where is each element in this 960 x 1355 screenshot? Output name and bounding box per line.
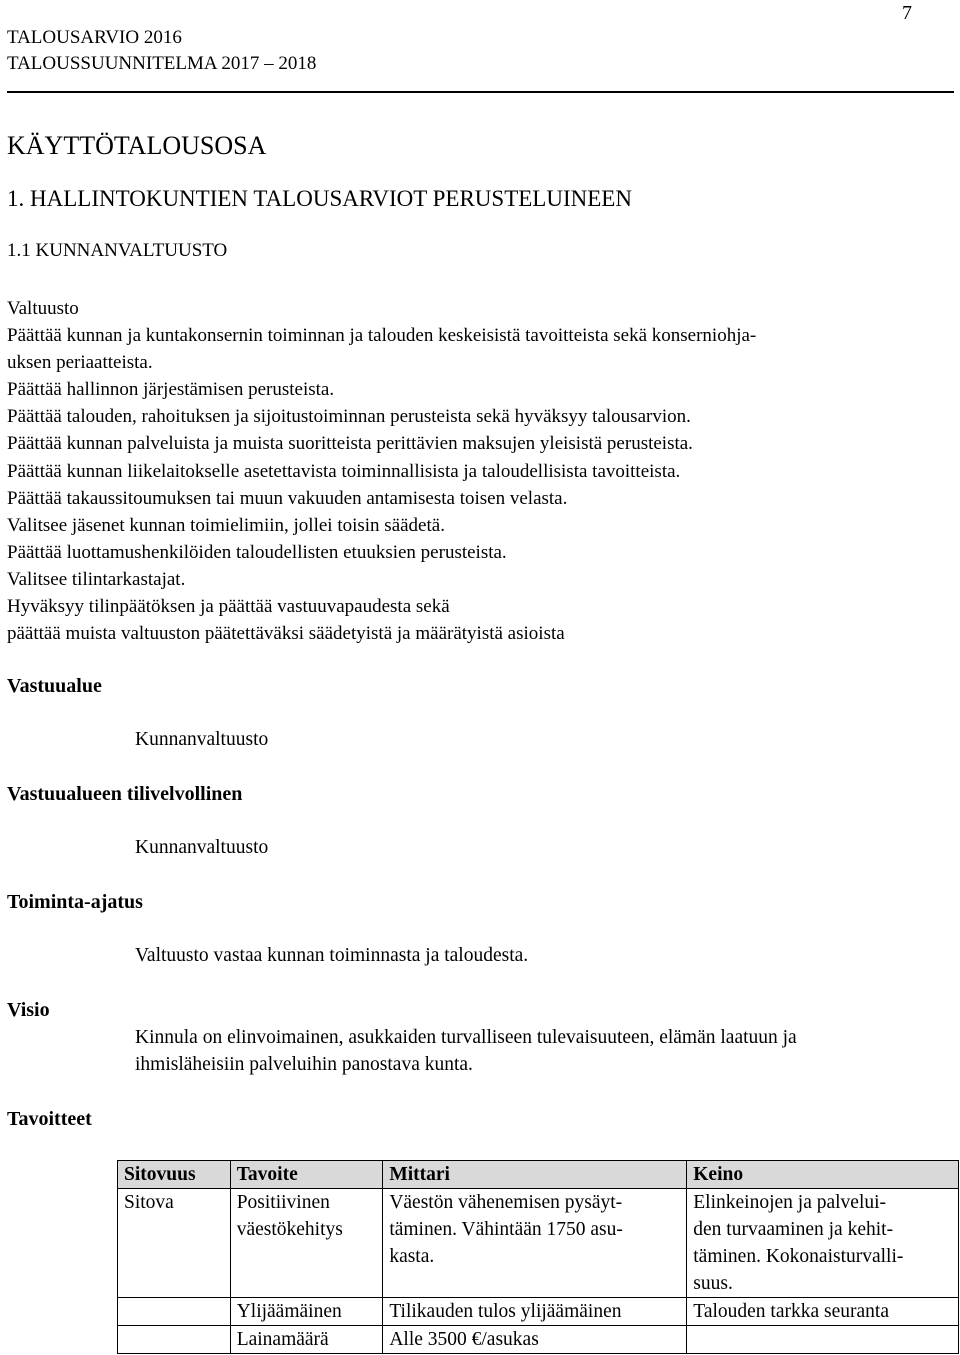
cell-keino: Talouden tarkka seuranta: [687, 1298, 959, 1326]
body-line: Valitsee tilintarkastajat.: [7, 568, 186, 590]
header-plan-title: TALOUSSUUNNITELMA 2017 – 2018: [7, 53, 317, 74]
body-line: Päättää luottamushenkilöiden taloudellisten etuuksien perusteista.: [7, 541, 507, 563]
toiminta-ajatus-value: Valtuusto vastaa kunnan toiminnasta ja taloudesta.: [135, 945, 529, 966]
visio-line: ihmisläheisiin palveluihin panostava kunta.: [135, 1054, 473, 1075]
cell-mittari: Alle 3500 €/asukas: [383, 1326, 687, 1354]
cell-line: Elinkeinojen ja palvelui-: [693, 1192, 887, 1213]
table-row: [118, 1189, 959, 1298]
cell-tavoite: Lainamäärä: [230, 1326, 383, 1354]
header-rule: [7, 91, 954, 93]
body-line: Päättää kunnan liikelaitokselle asetettavista toiminnallisista ja taloudellisista tavoitteista.: [7, 460, 681, 482]
table-header-row: [118, 1161, 959, 1189]
vastuualue-label: Vastuualue: [7, 675, 102, 697]
cell-line: Positiivinen: [236, 1192, 330, 1213]
body-line: Päättää hallinnon järjestämisen perusteista.: [7, 379, 335, 401]
goals-table: [117, 1160, 959, 1354]
page-title: KÄYTTÖTALOUSOSA: [7, 131, 267, 160]
visio-label: Visio: [7, 999, 50, 1021]
cell-mittari: [383, 1189, 687, 1298]
body-line: päättää muista valtuuston päätettäväksi säädetyistä ja määrätyistä asioista: [7, 623, 565, 645]
toiminta-ajatus-label: Toiminta-ajatus: [7, 891, 143, 913]
council-duties-text: [7, 295, 947, 647]
body-line: Valtuusto: [7, 298, 79, 319]
section-heading: 1. HALLINTOKUNTIEN TALOUSARVIOT PERUSTELUINEEN: [7, 186, 632, 211]
column-header-mittari: Mittari: [383, 1161, 687, 1189]
header-budget-title: TALOUSARVIO 2016: [7, 27, 182, 48]
cell-line: täminen. Kokonaisturvalli-: [693, 1246, 904, 1267]
tilivelvollinen-label: Vastuualueen tilivelvollinen: [7, 783, 243, 805]
cell-tavoite: Ylijäämäinen: [230, 1298, 383, 1326]
visio-text: [135, 1024, 945, 1078]
cell-tavoite: [230, 1189, 383, 1298]
body-line: Päättää kunnan ja kuntakonsernin toiminnan ja talouden keskeisistä tavoitteista sekä konserniohja-: [7, 325, 757, 347]
cell-keino: [687, 1189, 959, 1298]
column-header-sitovuus: Sitovuus: [118, 1161, 231, 1189]
cell-line: kasta.: [389, 1246, 435, 1267]
cell-line: Väestön vähenemisen pysäyt-: [389, 1192, 623, 1213]
cell-mittari: Tilikauden tulos ylijäämäinen: [383, 1298, 687, 1326]
tavoitteet-label: Tavoitteet: [7, 1108, 92, 1130]
vastuualue-value: Kunnanvaltuusto: [135, 729, 269, 750]
body-line: Valitsee jäsenet kunnan toimielimiin, jollei toisin säädetä.: [7, 514, 445, 536]
cell-sitovuus: [118, 1298, 231, 1326]
table-row: [118, 1298, 959, 1326]
cell-line: täminen. Vähintään 1750 asu-: [389, 1219, 623, 1240]
visio-line: Kinnula on elinvoimainen, asukkaiden turvalliseen tulevaisuuteen, elämän laatuun ja: [135, 1027, 797, 1048]
cell-keino: [687, 1326, 959, 1354]
column-header-keino: Keino: [687, 1161, 959, 1189]
cell-line: väestökehitys: [236, 1219, 343, 1240]
cell-line: den turvaaminen ja kehit-: [693, 1219, 894, 1240]
column-header-tavoite: Tavoite: [230, 1161, 383, 1189]
body-line: Päättää kunnan palveluista ja muista suoritteista perittävien maksujen yleisistä perusteista.: [7, 433, 693, 455]
body-line: Päättää talouden, rahoituksen ja sijoitustoiminnan perusteista sekä hyväksyy talousarvion.: [7, 406, 691, 428]
body-line: uksen periaatteista.: [7, 352, 153, 374]
body-line: Päättää takaussitoumuksen tai muun vakuuden antamisesta toisen velasta.: [7, 487, 568, 509]
cell-line: suus.: [693, 1273, 733, 1294]
tilivelvollinen-value: Kunnanvaltuusto: [135, 837, 269, 858]
cell-sitovuus: [118, 1326, 231, 1354]
cell-sitovuus: Sitova: [118, 1189, 231, 1298]
page-number: 7: [902, 2, 912, 24]
table-row: [118, 1326, 959, 1354]
subsection-heading: 1.1 KUNNANVALTUUSTO: [7, 240, 228, 261]
body-line: Hyväksyy tilinpäätöksen ja päättää vastuuvapaudesta sekä: [7, 596, 450, 618]
